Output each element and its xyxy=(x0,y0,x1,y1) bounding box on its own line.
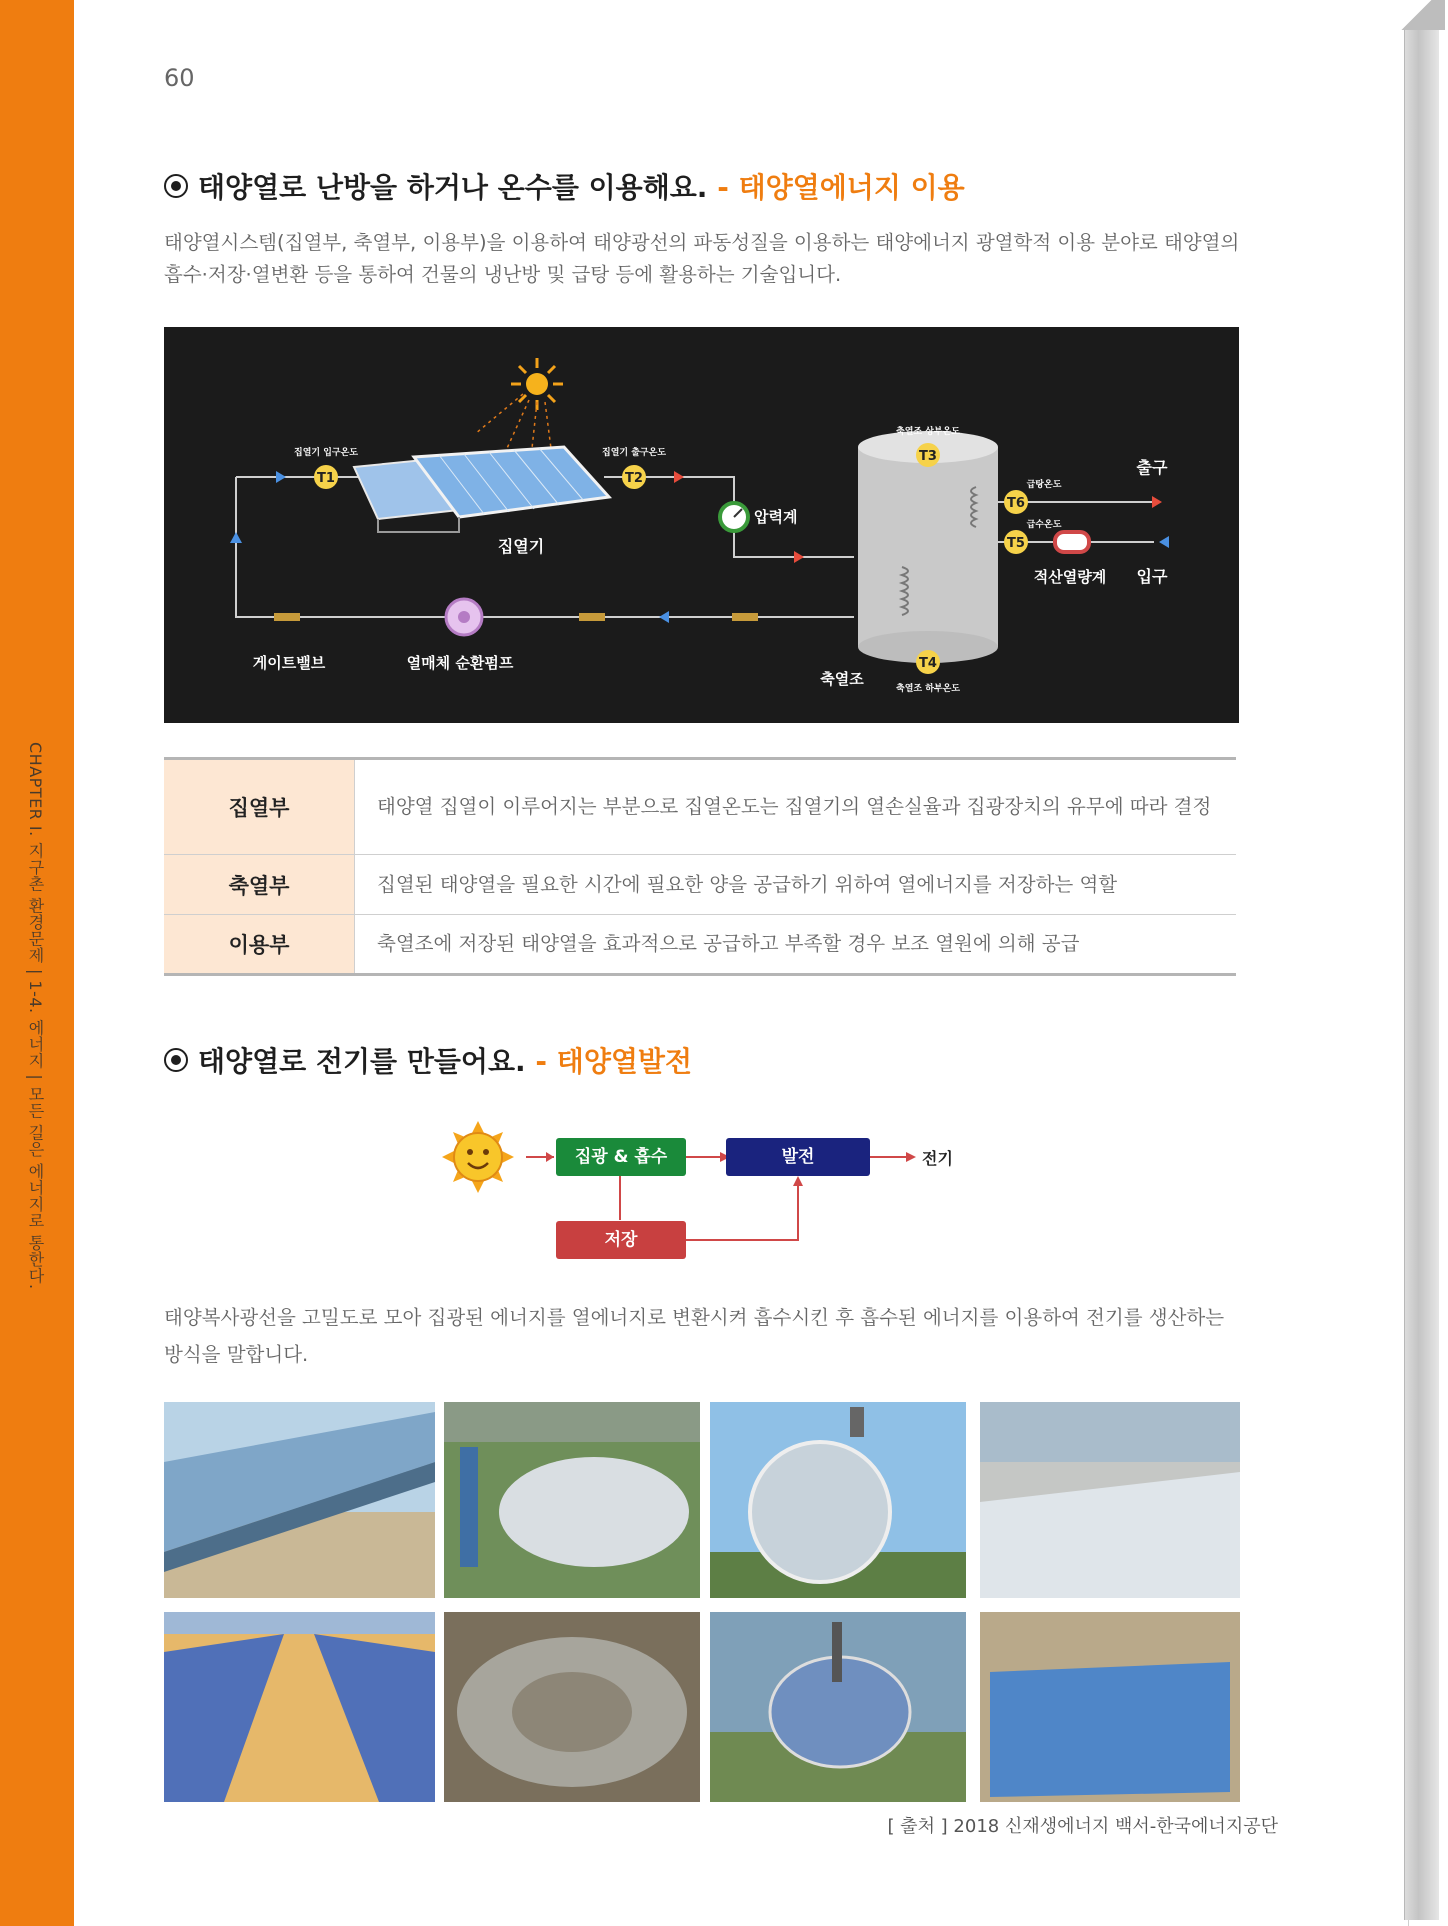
sun-face-icon xyxy=(442,1121,514,1193)
section2-subtitle: - 태양열발전 xyxy=(535,1045,693,1078)
label-pump: 열매체 순환펌프 xyxy=(406,654,514,672)
label-t5-desc: 급수온도 xyxy=(1026,520,1062,530)
table-value: 집열된 태양열을 필요한 시간에 필요한 양을 공급하기 위하여 열에너지를 저장하는 역할 xyxy=(355,855,1237,915)
page-number: 60 xyxy=(164,64,195,92)
flow-box-storage xyxy=(556,1221,686,1259)
flow-box-storage-label: 저장 xyxy=(604,1230,638,1250)
label-heat-meter: 적산열량계 xyxy=(1033,568,1107,586)
flow-output-label: 전기 xyxy=(922,1149,953,1168)
photo-circular-heliostat-field xyxy=(444,1612,700,1802)
section1-title: 태양열로 난방을 하거나 온수를 이용해요. xyxy=(198,171,708,204)
label-t6-desc: 급탕온도 xyxy=(1026,480,1062,490)
table-value: 태양열 집열이 이루어지는 부분으로 집열온도는 집열기의 열손실율과 집광장치의 유무에 따라 결정 xyxy=(355,759,1237,855)
flow-box-collect-label: 집광 & 흡수 xyxy=(574,1147,668,1167)
label-t2-desc: 집열기 출구온도 xyxy=(602,448,666,458)
chapter-sidebar xyxy=(0,0,74,1926)
photo-trough-mirrors xyxy=(164,1402,435,1598)
label-t1-desc: 집열기 입구온도 xyxy=(294,448,358,458)
label-gate-valve: 게이트밸브 xyxy=(252,654,326,672)
photo-linear-fresnel xyxy=(980,1402,1240,1598)
sensor-t4: T4 xyxy=(919,656,937,671)
sensor-t3: T3 xyxy=(919,449,937,464)
section2-title: 태양열로 전기를 만들어요. xyxy=(198,1045,526,1078)
source-citation: [ 출처 ] 2018 신재생에너지 백서-한국에너지공단 xyxy=(887,1816,1278,1837)
sensor-t1: T1 xyxy=(317,471,335,486)
bullet-icon xyxy=(164,1048,188,1072)
pressure-gauge-icon xyxy=(720,503,748,531)
section2-heading xyxy=(164,1040,692,1080)
table-value: 축열조에 저장된 태양열을 효과적으로 공급하고 부족할 경우 보조 열원에 의해 공급 xyxy=(355,915,1237,975)
label-t3-desc: 축열조 상부온도 xyxy=(896,427,960,437)
table-row xyxy=(164,759,1236,855)
section1-heading xyxy=(164,166,965,206)
heat-meter-icon xyxy=(1055,532,1089,552)
label-inlet: 입구 xyxy=(1136,567,1168,586)
solar-plant-photo-grid xyxy=(164,1402,1240,1802)
flow-box-generate xyxy=(726,1138,870,1176)
label-outlet: 출구 xyxy=(1136,458,1168,477)
photo-parabolic-rows xyxy=(164,1612,435,1802)
section1-subtitle: - 태양열에너지 이용 xyxy=(717,171,965,204)
photo-heliostat-field xyxy=(444,1402,700,1598)
sensor-t6: T6 xyxy=(1007,496,1025,511)
table-key: 집열부 xyxy=(164,759,355,855)
page-corner xyxy=(1395,0,1445,30)
solar-thermal-diagram xyxy=(164,327,1239,723)
table-key: 축열부 xyxy=(164,855,355,915)
flow-box-collect xyxy=(556,1138,686,1176)
table-row xyxy=(164,915,1236,975)
pump-icon xyxy=(446,599,482,635)
label-storage-tank: 축열조 xyxy=(820,670,864,688)
bullet-icon xyxy=(164,174,188,198)
photo-trough-plant-aerial xyxy=(980,1612,1240,1802)
solar-power-flow xyxy=(440,1112,980,1272)
sensor-t5: T5 xyxy=(1007,536,1025,551)
flow-lines xyxy=(440,1112,980,1272)
label-pressure-gauge: 압력계 xyxy=(754,508,798,526)
photo-large-dish xyxy=(710,1612,966,1802)
table-row xyxy=(164,855,1236,915)
section1-paragraph: 태양열시스템(집열부, 축열부, 이용부)을 이용하여 태양광선의 파동성질을 이용하는 태양에너지 광열학적 이용 분야로 태양열의 흡수·저장·열변환 등을 통하여 건물의 냉난방 및 급탕 등에 활용하는 기술입니다. xyxy=(164,231,1240,286)
label-collector: 집열기 xyxy=(497,537,545,556)
label-t4-desc: 축열조 하부온도 xyxy=(896,684,960,694)
section2-paragraph: 태양복사광선을 고밀도로 모아 집광된 에너지를 열에너지로 변환시켜 흡수시킨 후 흡수된 에너지를 이용하여 전기를 생산하는 방식을 말합니다. xyxy=(164,1306,1225,1366)
diagram-svg xyxy=(164,327,1239,723)
photo-dish-collector xyxy=(710,1402,966,1598)
table-key: 이용부 xyxy=(164,915,355,975)
chapter-label: CHAPTER I. 지구촌 환경문제 | 1-4. 에너지 | 모든 길은 에너지로 통한다. xyxy=(26,742,45,1290)
flow-box-generate-label: 발전 xyxy=(781,1147,815,1167)
sensor-t2: T2 xyxy=(625,471,643,486)
solar-collector-icon xyxy=(354,447,609,532)
system-parts-table xyxy=(164,757,1236,976)
page-edge xyxy=(1404,8,1439,1920)
